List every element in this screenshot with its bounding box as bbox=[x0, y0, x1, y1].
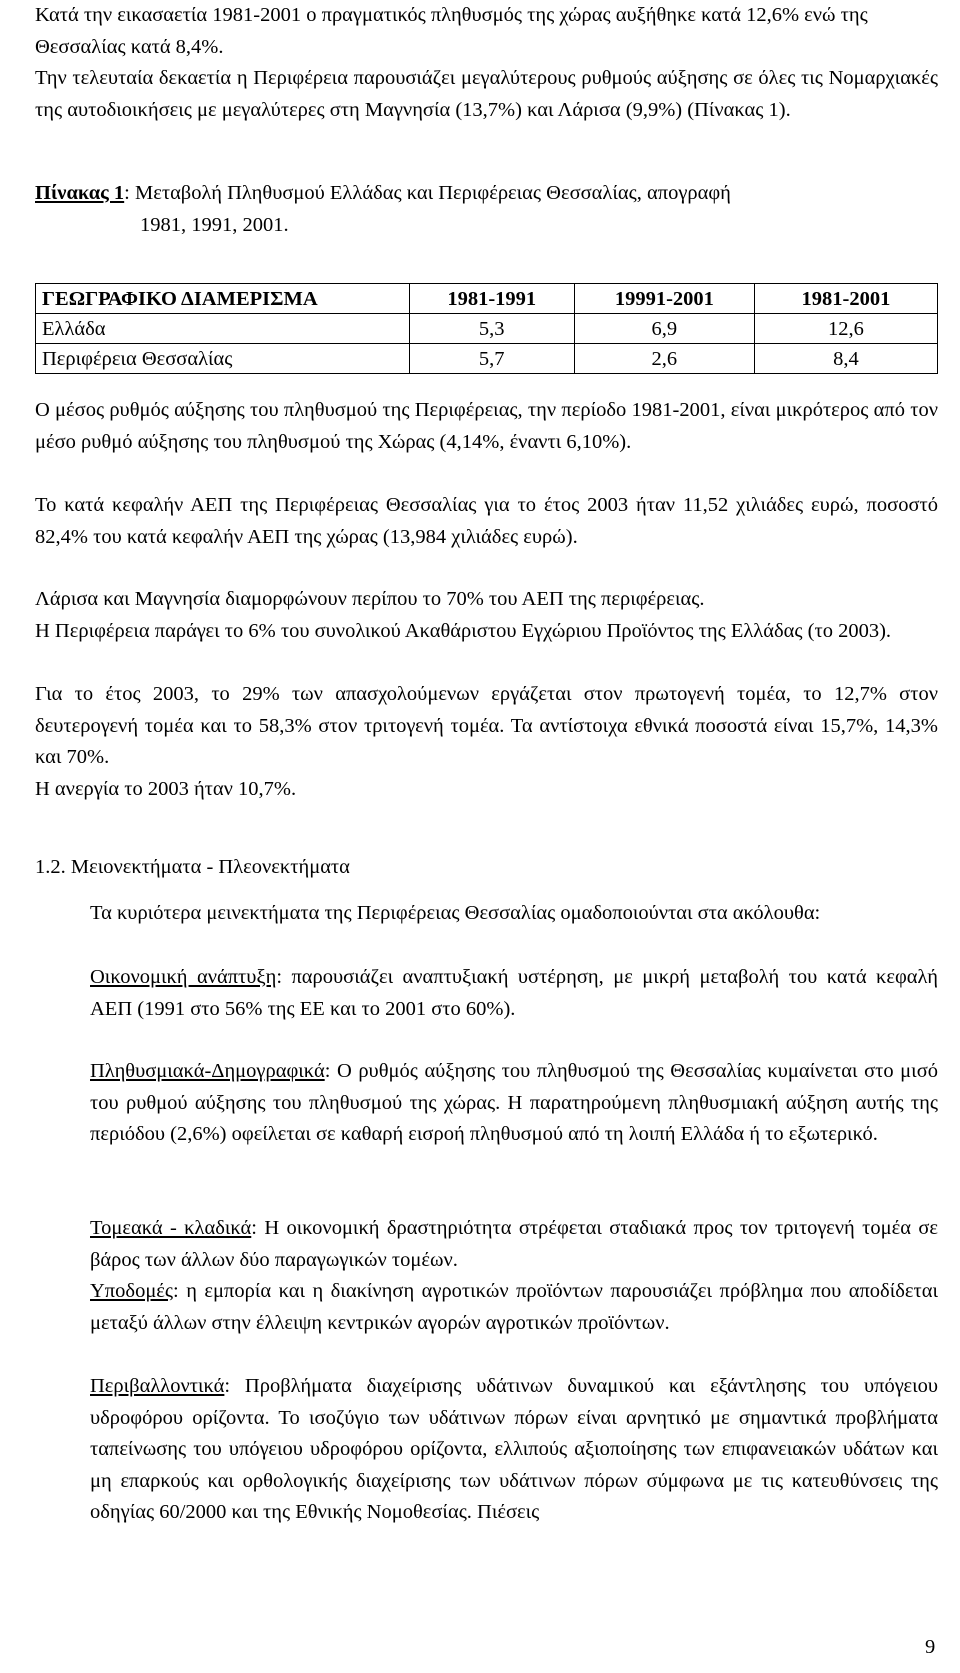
weakness-text: : Η οικονομική δραστηριότητα στρέφεται σταδιακά προς τον τριτογενή τομέα σε βάρος των άλλων δύο παραγωγικών τομέων. bbox=[90, 1217, 938, 1271]
paragraph-unemployment: Η ανεργία το 2003 ήταν 10,7%. bbox=[35, 778, 297, 800]
paragraph-gdp-per-capita: Το κατά κεφαλήν ΑΕΠ της Περιφέρειας Θεσσαλίας για το έτος 2003 ήταν 11,52 χιλιάδες ευρώ, ποσοστό 82,4% του κατά κεφαλήν ΑΕΠ της χώρας (13,984 χιλιάδες ευρώ). bbox=[35, 494, 938, 548]
weakness-demographics bbox=[90, 1056, 938, 1151]
table-header-cell: ΓΕΩΓΡΑΦΙΚΟ ΔΙΑΜΕΡΙΣΜΑ bbox=[36, 284, 410, 314]
table-cell: Περιφέρεια Θεσσαλίας bbox=[36, 344, 410, 374]
section-intro: Τα κυριότερα μεινεκτήματα της Περιφέρειας Θεσσαλίας ομαδοποιούνται στα ακόλουθα: bbox=[90, 902, 821, 924]
weakness-term: Τομεακά - κλαδικά bbox=[90, 1217, 252, 1239]
table-header-cell: 1981-1991 bbox=[409, 284, 574, 314]
table-header-row bbox=[36, 284, 938, 314]
table-header-cell: 1981-2001 bbox=[754, 284, 937, 314]
paragraph-larisa-magnesia: Λάρισα και Μαγνησία διαμορφώνουν περίπου το 70% του ΑΕΠ της περιφέρειας. bbox=[35, 588, 705, 610]
weakness-term: Οικονομική ανάπτυξη bbox=[90, 966, 277, 988]
table-cell: 6,9 bbox=[574, 314, 754, 344]
table-caption-line-2: 1981, 1991, 2001. bbox=[140, 214, 289, 236]
weakness-environmental bbox=[90, 1371, 938, 1529]
weakness-text: : η εμπορία και η διακίνηση αγροτικών προϊόντων παρουσιάζει πρόβλημα που αποδίδεται μεταξύ άλλων στην έλλειψη κεντρικών αγορών αγροτικών προϊόντων. bbox=[90, 1280, 938, 1334]
table-cell: 5,7 bbox=[409, 344, 574, 374]
table-caption bbox=[35, 178, 938, 210]
page-number: 9 bbox=[925, 1636, 936, 1658]
weakness-term: Περιβαλλοντικά bbox=[90, 1375, 225, 1397]
weakness-text: : παρουσιάζει αναπτυξιακή υστέρηση, με μικρή μεταβολή του κατά κεφαλή ΑΕΠ (1991 στο 56% της ΕΕ και το 2001 στο 60%). bbox=[90, 966, 938, 1020]
paragraph-employment: Για το έτος 2003, το 29% των απασχολούμενων εργάζεται στον πρωτογενή τομέα, το 12,7% στον δευτερογενή τομέα και το 58,3% στον τριτογενή τομέα. Τα αντίστοιχα εθνικά ποσοστά είναι 15,7%, 14,3% και 70%. bbox=[35, 683, 938, 768]
weakness-text: : Ο ρυθμός αύξησης του πληθυσμού της Θεσσαλίας κυμαίνεται στο μισό του ρυθμού αύξησης του πληθυσμού της χώρας. Η παρατηρούμενη πληθυσμιακή αύξηση αυτής της περιόδου (2,6%) οφείλεται σε καθαρή εισροή πληθυσμού από τη λοιπή Ελλάδα ή το εξωτερικό. bbox=[90, 1060, 938, 1145]
table-cell: 5,3 bbox=[409, 314, 574, 344]
table-cell: 8,4 bbox=[754, 344, 937, 374]
table-row bbox=[36, 344, 938, 374]
weakness-text: : Προβλήματα διαχείρισης υδάτινων δυναμικού και εξάντλησης του υπόγειου υδροφόρου ορίζοντα. Το ισοζύγιο των υδάτινων πόρων είναι αρνητικό με σημαντικά προβλήματα ταπείνωσης του υπόγειου υδροφόρου ορίζοντα, ελλιπούς αξιοποίησης των επιφανειακών υδάτων και μη επαρκούς και ορθολογικής διαχείρισης των υδάτινων πόρων σύμφωνα με τις κατευθύνσεις της οδηγίας 60/2000 και της Εθνικής Νομοθεσίας. Πιέσεις bbox=[90, 1375, 938, 1523]
weakness-term: Πληθυσμιακά-Δημογραφικά bbox=[90, 1060, 325, 1082]
table-row bbox=[36, 314, 938, 344]
table-cell: 12,6 bbox=[754, 314, 937, 344]
weakness-term: Υποδομές bbox=[90, 1280, 174, 1302]
intro-paragraph-2: Την τελευταία δεκαετία η Περιφέρεια παρουσιάζει μεγαλύτερους ρυθμούς αύξησης σε όλες τις Νομαρχιακές της αυτοδιοικήσεις με μεγαλύτερες στη Μαγνησία (13,7%) και Λάρισα (9,9%) (Πίνακας 1). bbox=[35, 67, 938, 121]
population-change-table bbox=[35, 283, 938, 374]
table-header-cell: 19991-2001 bbox=[574, 284, 754, 314]
table-caption-label: Πίνακας 1 bbox=[35, 182, 125, 204]
paragraph-growth-rate: Ο μέσος ρυθμός αύξησης του πληθυσμού της Περιφέρειας, την περίοδο 1981-2001, είναι μικρότερος από τον μέσο ρυθμό αύξησης του πληθυσμού της Χώρας (4,14%, έναντι 6,10%). bbox=[35, 399, 938, 453]
weakness-economic-development bbox=[90, 962, 938, 1025]
paragraph-gdp-share: Η Περιφέρεια παράγει το 6% του συνολικού Ακαθάριστου Εγχώριου Προϊόντος της Ελλάδας (το 2003). bbox=[35, 620, 892, 642]
weakness-infrastructure bbox=[90, 1276, 938, 1339]
weakness-sectoral bbox=[90, 1213, 938, 1276]
section-heading: 1.2. Μειονεκτήματα - Πλεονεκτήματα bbox=[35, 856, 350, 878]
table-cell: Ελλάδα bbox=[36, 314, 410, 344]
table-cell: 2,6 bbox=[574, 344, 754, 374]
table-caption-text: : Μεταβολή Πληθυσμού Ελλάδας και Περιφέρειας Θεσσαλίας, απογραφή bbox=[124, 182, 731, 204]
intro-paragraph-1: Κατά την εικασαετία 1981-2001 ο πραγματικός πληθυσμός της χώρας αυξήθηκε κατά 12,6% ενώ της Θεσσαλίας κατά 8,4%. bbox=[35, 4, 868, 58]
